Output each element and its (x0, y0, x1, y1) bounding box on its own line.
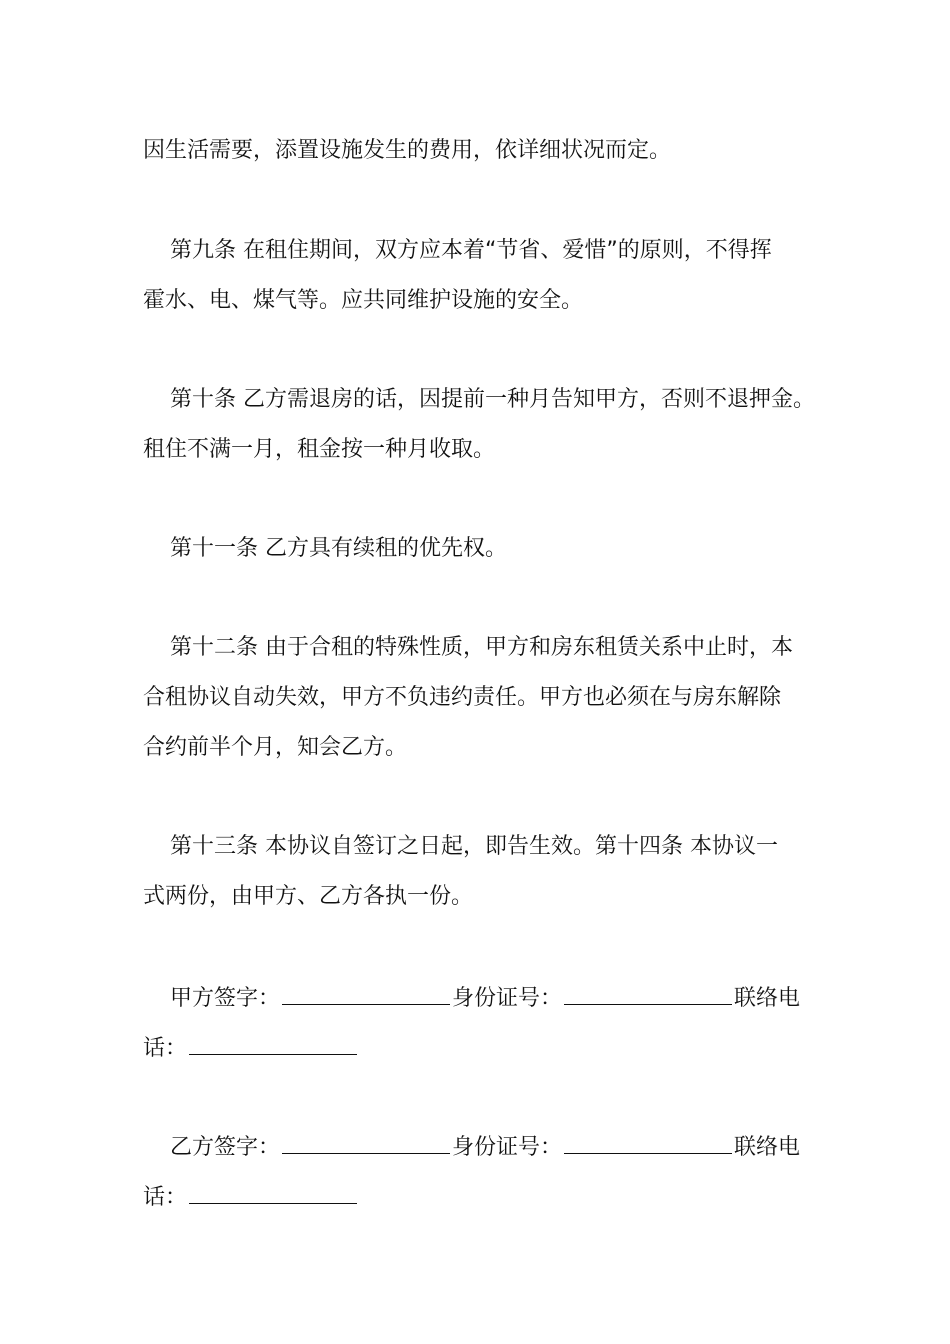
article-12-line-1: 第十二条 由于合租的特殊性质，甲方和房东租赁关系中止时，本 (170, 635, 793, 660)
article-9-line-1: 第九条 在租住期间，双方应本着“节省、爱惜”的原则，不得挥 (170, 238, 772, 263)
party-a-phone-row (143, 1032, 813, 1062)
party-b-id-blank[interactable] (564, 1131, 732, 1154)
party-b-id-label: 身份证号： (452, 1135, 563, 1160)
article-9-line-2: 霍水、电、煤气等。应共同维护设施的安全。 (143, 288, 584, 313)
party-b-sign-blank[interactable] (282, 1131, 450, 1154)
party-b-phone-blank[interactable] (189, 1181, 357, 1204)
party-b-phone-label: 联络电 (734, 1135, 801, 1160)
party-a-signature-row (170, 982, 813, 1012)
party-b-phone-row (143, 1181, 813, 1211)
article-12-line-2: 合租协议自动失效，甲方不负违约责任。甲方也必须在与房东解除 (143, 685, 782, 710)
party-b-sign-label: 乙方签字： (170, 1135, 281, 1160)
text-line: 因生活需要，添置设施发生的费用，依详细状况而定。 (143, 138, 672, 163)
party-a-id-blank[interactable] (564, 982, 732, 1005)
article-13-line-2: 式两份，由甲方、乙方各执一份。 (143, 884, 474, 909)
article-13-line-1: 第十三条 本协议自签订之日起，即告生效。第十四条 本协议一 (170, 834, 778, 859)
party-a-sign-blank[interactable] (282, 982, 450, 1005)
party-a-phone-blank[interactable] (189, 1032, 357, 1055)
article-11-line-1: 第十一条 乙方具有续租的优先权。 (170, 536, 507, 561)
party-a-phone-label: 联络电 (734, 986, 801, 1011)
article-12-line-3: 合约前半个月，知会乙方。 (143, 735, 408, 760)
party-b-signature-row (170, 1131, 813, 1161)
party-a-phone-label-cont: 话： (143, 1036, 188, 1061)
party-a-sign-label: 甲方签字： (170, 986, 281, 1011)
article-10-line-2: 租住不满一月，租金按一种月收取。 (143, 437, 496, 462)
article-10-line-1: 第十条 乙方需退房的话，因提前一种月告知甲方，否则不退押金。 (170, 387, 815, 412)
party-a-id-label: 身份证号： (452, 986, 563, 1011)
party-b-phone-label-cont: 话： (143, 1185, 188, 1210)
